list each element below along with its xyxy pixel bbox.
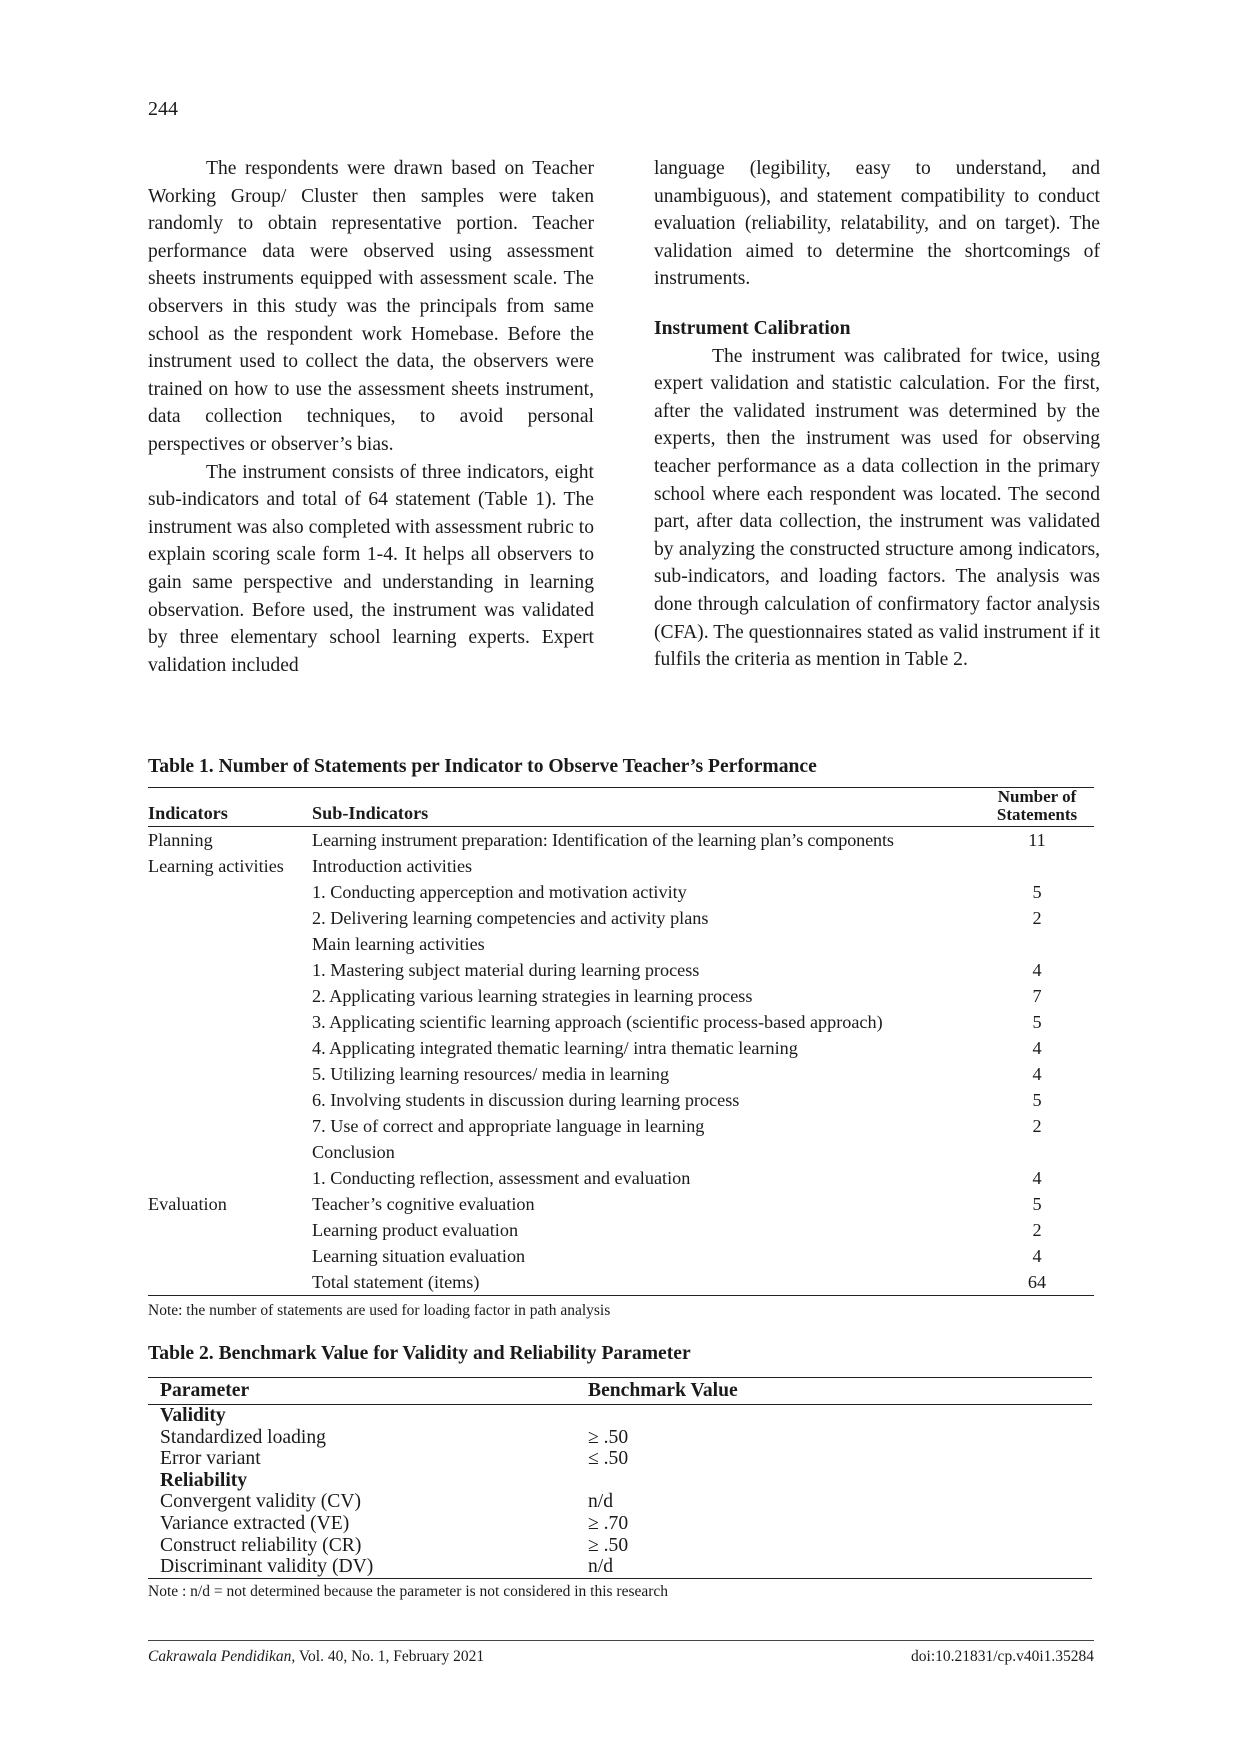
table1-note: Note: the number of statements are used for loading factor in path analysis bbox=[148, 1302, 611, 1319]
table1-cell-sub-indicator: Conclusion bbox=[312, 1142, 395, 1162]
table2-cell-parameter: Error variant bbox=[160, 1448, 261, 1470]
table1-cell-sub-indicator: 1. Mastering subject material during learning process bbox=[312, 960, 700, 980]
body-paragraph: The instrument consists of three indicators, eight sub-indicators and total of 64 statement (Table 1). The instrument was also completed with assessment rubric to explain scoring scale form 1-4. It helps all observers to gain same perspective and understanding in learning observation. Before used, the instrument was validated by three elementary school learning experts. Expert validation included bbox=[148, 461, 594, 676]
table-row bbox=[148, 1191, 1094, 1217]
table1-cell-number: 4 bbox=[1032, 1038, 1042, 1058]
left-column bbox=[148, 155, 594, 679]
table2-cell-parameter: Variance extracted (VE) bbox=[160, 1512, 350, 1534]
table1-cell-number: 4 bbox=[1032, 1246, 1042, 1266]
table1-cell-indicator: Planning bbox=[148, 830, 213, 850]
footer-citation bbox=[148, 1648, 484, 1666]
table1-cell-number bbox=[980, 853, 1094, 879]
table2-cell-benchmark bbox=[576, 1470, 1092, 1492]
table1-cell-indicator bbox=[148, 1113, 312, 1139]
table2-cell-parameter: Convergent validity (CV) bbox=[160, 1491, 361, 1513]
page-number: 244 bbox=[148, 98, 178, 120]
table2-cell-benchmark: ≥ .50 bbox=[588, 1534, 629, 1556]
table1-cell-indicator bbox=[148, 931, 312, 957]
table2-cell-benchmark bbox=[576, 1405, 1092, 1427]
table1-cell-number: 11 bbox=[1028, 830, 1046, 850]
table1-cell-number: 5 bbox=[1032, 882, 1042, 902]
table1-cell-indicator bbox=[148, 905, 312, 931]
table1-header-number: Number of Statements bbox=[980, 788, 1094, 827]
table1-cell-indicator bbox=[148, 957, 312, 983]
table1-cell-indicator: Evaluation bbox=[148, 1194, 227, 1214]
table1-cell-number: 4 bbox=[1032, 1064, 1042, 1084]
table-row bbox=[148, 1061, 1094, 1087]
table1-cell-number bbox=[980, 1139, 1094, 1165]
table1-cell-sub-indicator: Teacher’s cognitive evaluation bbox=[312, 1194, 535, 1214]
table1-cell-indicator bbox=[148, 1035, 312, 1061]
footer-issue: Vol. 40, No. 1, February 2021 bbox=[295, 1648, 485, 1665]
table1-cell-sub-indicator: Learning product evaluation bbox=[312, 1220, 519, 1240]
table1-header-sub-indicators: Sub-Indicators bbox=[312, 788, 980, 827]
table1-cell-number: 5 bbox=[1032, 1194, 1042, 1214]
table1-cell-indicator: Learning activities bbox=[148, 856, 284, 876]
table1-cell-indicator bbox=[148, 983, 312, 1009]
table2-cell-parameter: Discriminant validity (DV) bbox=[148, 1556, 576, 1578]
table1-cell-number: 2 bbox=[1032, 1220, 1042, 1240]
table-row bbox=[148, 827, 1094, 854]
table1-caption: Table 1. Number of Statements per Indicator to Observe Teacher’s Performance bbox=[148, 756, 817, 777]
table-row bbox=[148, 1009, 1094, 1035]
table1-cell-sub-indicator: 1. Conducting reflection, assessment and evaluation bbox=[312, 1168, 691, 1188]
table-row bbox=[148, 983, 1094, 1009]
table1-cell-sub-indicator: Main learning activities bbox=[312, 934, 485, 954]
table1-cell-sub-indicator: 1. Conducting apperception and motivation activity bbox=[312, 882, 687, 902]
table1-cell-indicator bbox=[148, 879, 312, 905]
table1-cell-sub-indicator: Learning instrument preparation: Identification of the learning plan’s components bbox=[312, 830, 894, 850]
table1-cell-number: 5 bbox=[1032, 1012, 1042, 1032]
table1-cell-indicator bbox=[148, 1269, 312, 1296]
table2-group-label: Validity bbox=[160, 1405, 226, 1426]
table1-header-indicators: Indicators bbox=[148, 788, 312, 827]
table-row bbox=[148, 1243, 1094, 1269]
table1-cell-number: 2 bbox=[1032, 908, 1042, 928]
table-row bbox=[148, 1427, 1092, 1449]
table1-cell-indicator bbox=[148, 1165, 312, 1191]
table1-cell-indicator bbox=[148, 1139, 312, 1165]
table1-header-row bbox=[148, 788, 1094, 827]
table-row bbox=[148, 853, 1094, 879]
table1-cell-indicator bbox=[148, 1061, 312, 1087]
table1-cell-number: 4 bbox=[1032, 960, 1042, 980]
table2-cell-parameter: Standardized loading bbox=[160, 1426, 326, 1448]
table1-cell-sub-indicator: 2. Delivering learning competencies and activity plans bbox=[312, 908, 709, 928]
table2-header-parameter: Parameter bbox=[148, 1378, 576, 1405]
table1-cell-sub-indicator: 3. Applicating scientific learning approach (scientific process-based approach) bbox=[312, 1012, 883, 1032]
section-heading: Instrument Calibration bbox=[654, 317, 851, 339]
table1-cell-number: 64 bbox=[980, 1269, 1094, 1296]
table2 bbox=[148, 1377, 1092, 1579]
table-row bbox=[148, 1217, 1094, 1243]
table2-header-row bbox=[148, 1378, 1092, 1405]
table1-cell-number: 2 bbox=[1032, 1116, 1042, 1136]
table-row bbox=[148, 931, 1094, 957]
table1-cell-indicator bbox=[148, 1217, 312, 1243]
table-row bbox=[148, 1535, 1092, 1557]
table-row-total bbox=[148, 1269, 1094, 1296]
table1-cell-number: 5 bbox=[1032, 1090, 1042, 1110]
table1-cell-sub-indicator: 6. Involving students in discussion during learning process bbox=[312, 1090, 740, 1110]
table1-cell-number: 7 bbox=[1032, 986, 1042, 1006]
table1-cell-sub-indicator: Learning situation evaluation bbox=[312, 1246, 526, 1266]
table1-cell-sub-indicator: Introduction activities bbox=[312, 856, 473, 876]
table1-cell-number: 4 bbox=[1032, 1168, 1042, 1188]
table-row bbox=[148, 1113, 1094, 1139]
table-row bbox=[148, 1556, 1092, 1578]
table-row bbox=[148, 1087, 1094, 1113]
right-column bbox=[654, 155, 1100, 674]
table2-header-benchmark: Benchmark Value bbox=[576, 1378, 1092, 1405]
body-paragraph: The respondents were drawn based on Teacher Working Group/ Cluster then samples were taken randomly to obtain representative portion. Teacher performance data were observed using assessment sheets instruments equipped with assessment scale. The observers in this study was the principals from same school as the respondent work Homebase. Before the instrument used to collect the data, the observers were trained on how to use the assessment sheets instrument, data collection techniques, to avoid personal perspectives or observer’s bias. bbox=[148, 158, 594, 455]
table-row bbox=[148, 1165, 1094, 1191]
table1-cell-number bbox=[980, 931, 1094, 957]
table2-cell-benchmark: n/d bbox=[576, 1556, 1092, 1578]
footer-divider bbox=[148, 1640, 1094, 1641]
table1-cell-sub-indicator: Total statement (items) bbox=[312, 1269, 980, 1296]
body-paragraph-continuation: language (legibility, easy to understand, and unambiguous), and statement compatibility to conduct evaluation (reliability, relatability, and on target). The validation aimed to determine the shortcomings of instruments. bbox=[654, 158, 1100, 290]
table1-cell-sub-indicator: 2. Applicating various learning strategies in learning process bbox=[312, 986, 753, 1006]
table1 bbox=[148, 787, 1094, 1296]
table2-note: Note : n/d = not determined because the parameter is not considered in this research bbox=[148, 1583, 669, 1600]
table-row bbox=[148, 1405, 1092, 1427]
table-row bbox=[148, 1491, 1092, 1513]
table2-cell-benchmark: n/d bbox=[588, 1491, 614, 1513]
table2-group-label: Reliability bbox=[160, 1469, 248, 1491]
table-row bbox=[148, 957, 1094, 983]
table-row bbox=[148, 1513, 1092, 1535]
table1-cell-sub-indicator: 7. Use of correct and appropriate language in learning bbox=[312, 1116, 705, 1136]
table-row bbox=[148, 1139, 1094, 1165]
table2-cell-benchmark: ≤ .50 bbox=[588, 1448, 629, 1470]
table-row bbox=[148, 1035, 1094, 1061]
table2-cell-benchmark: ≥ .70 bbox=[588, 1512, 629, 1534]
table2-cell-benchmark: ≥ .50 bbox=[588, 1426, 629, 1448]
table-row bbox=[148, 905, 1094, 931]
table-row bbox=[148, 1470, 1092, 1492]
table1-cell-sub-indicator: 4. Applicating integrated thematic learning/ intra thematic learning bbox=[312, 1038, 798, 1058]
table1-cell-indicator bbox=[148, 1243, 312, 1269]
footer-doi: doi:10.21831/cp.v40i1.35284 bbox=[911, 1648, 1094, 1665]
table1-cell-indicator bbox=[148, 1009, 312, 1035]
table-row bbox=[148, 879, 1094, 905]
table1-cell-indicator bbox=[148, 1087, 312, 1113]
table2-caption: Table 2. Benchmark Value for Validity and Reliability Parameter bbox=[148, 1343, 691, 1364]
body-paragraph: The instrument was calibrated for twice, using expert validation and statistic calculation. For the first, after the validated instrument was determined by the experts, then the instrument was used for observing teacher performance as a data collection in the primary school where each respondent was located. The second part, after data collection, the instrument was validated by analyzing the constructed structure among indicators, sub-indicators, and loading factors. The analysis was done through calculation of confirmatory factor analysis (CFA). The questionnaires stated as valid instrument if it fulfils the criteria as mention in Table 2. bbox=[654, 345, 1100, 671]
table2-cell-parameter: Construct reliability (CR) bbox=[160, 1534, 362, 1556]
table1-cell-sub-indicator: 5. Utilizing learning resources/ media in learning bbox=[312, 1064, 670, 1084]
table-row bbox=[148, 1448, 1092, 1470]
footer-journal-name: Cakrawala Pendidikan, bbox=[148, 1648, 296, 1665]
